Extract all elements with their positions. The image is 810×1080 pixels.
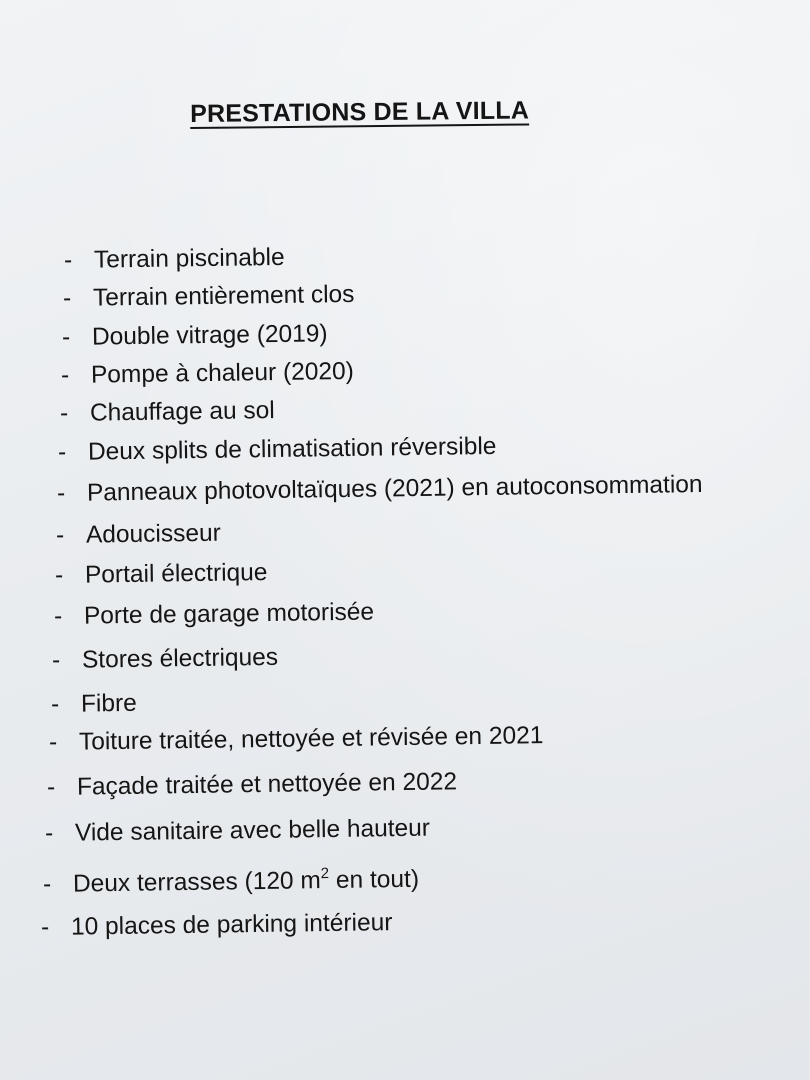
bullet-dash: - — [56, 479, 66, 507]
bullet-dash: - — [46, 773, 56, 801]
item-text: Panneaux photovoltaïques (2021) en autoconsommation — [86, 470, 703, 507]
list-item — [56, 470, 703, 507]
list-item — [63, 243, 285, 274]
list-item — [49, 724, 544, 755]
bullet-dash: - — [40, 913, 50, 941]
list-item — [50, 689, 137, 718]
item-text: Chauffage au sol — [89, 397, 275, 427]
document-title: PRESTATIONS DE LA VILLA — [190, 96, 530, 128]
item-text: Deux terrasses (120 m — [72, 867, 321, 898]
bullet-dash: - — [53, 602, 63, 630]
bullet-dash: - — [63, 246, 73, 274]
bullet-dash: - — [48, 728, 58, 756]
bullet-dash: - — [51, 646, 61, 674]
item-text: Adoucisseur — [85, 519, 221, 549]
list-item — [60, 357, 355, 389]
item-text: Pompe à chaleur (2020) — [90, 357, 355, 389]
bullet-dash: - — [60, 361, 70, 389]
bullet-dash: - — [42, 870, 52, 898]
list-item — [51, 643, 279, 674]
bullet-dash: - — [62, 284, 72, 312]
item-text: Façade traitée et nettoyée en 2022 — [76, 768, 458, 801]
bullet-dash: - — [57, 438, 67, 466]
superscript: 2 — [320, 865, 330, 883]
item-text: Terrain entièrement clos — [92, 280, 355, 312]
item-text: Terrain piscinable — [93, 243, 285, 274]
list-item — [41, 911, 393, 940]
item-text: Deux splits de climatisation réversible — [87, 432, 497, 466]
bullet-dash: - — [55, 521, 65, 549]
list-item — [53, 598, 375, 630]
list-item — [57, 432, 497, 466]
list-item — [43, 865, 419, 898]
list-item — [62, 280, 355, 312]
item-text: Toiture traitée, nettoyée et révisée en 2021 — [78, 722, 544, 756]
item-text: Double vitrage (2019) — [91, 320, 328, 351]
item-text: Porte de garage motorisée — [83, 598, 375, 630]
bullet-dash: - — [54, 561, 64, 589]
item-text: Portail électrique — [84, 559, 268, 589]
list-item — [60, 399, 275, 426]
item-text: Vide sanitaire avec belle hauteur — [74, 814, 431, 847]
list-item — [55, 519, 221, 549]
bullet-dash: - — [44, 819, 54, 847]
list-item — [55, 561, 268, 588]
item-text: Fibre — [80, 689, 137, 718]
list-item — [44, 814, 431, 847]
item-text: 10 places de parking intérieur — [70, 909, 393, 941]
list-item — [62, 322, 328, 350]
list-item — [47, 770, 457, 800]
bullet-dash: - — [59, 399, 69, 427]
bullet-dash: - — [50, 690, 60, 718]
item-text-after: en tout) — [328, 865, 420, 895]
item-text: Stores électriques — [81, 643, 279, 674]
bullet-dash: - — [61, 323, 71, 351]
